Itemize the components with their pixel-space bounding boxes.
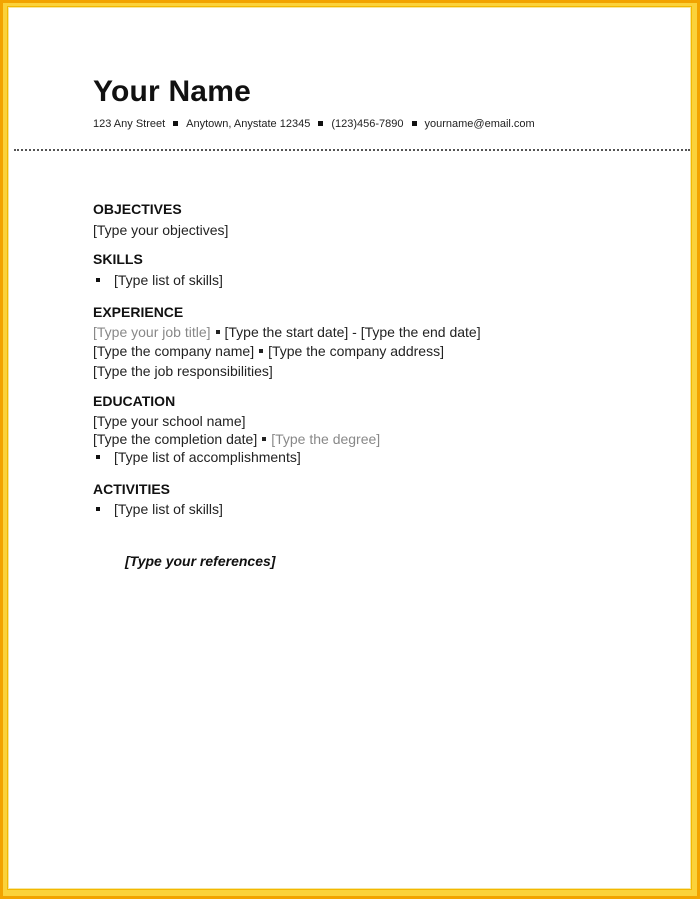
contact-email: yourname@email.com bbox=[424, 118, 535, 130]
contact-phone: (123)456-7890 bbox=[331, 118, 404, 130]
education-heading: EDUCATION bbox=[93, 393, 176, 409]
skills-heading: SKILLS bbox=[93, 251, 143, 267]
job-responsibilities[interactable]: [Type the job responsibilities] bbox=[93, 363, 273, 379]
contact-street: 123 Any Street bbox=[93, 118, 166, 130]
experience-job-line[interactable] bbox=[93, 324, 481, 340]
resume-page bbox=[8, 7, 691, 889]
accomplishments-list-item[interactable] bbox=[93, 449, 301, 465]
degree: [Type the degree] bbox=[271, 431, 381, 447]
activities-heading: ACTIVITIES bbox=[93, 481, 171, 497]
job-title: [Type your job title] bbox=[93, 324, 211, 340]
separator-square bbox=[412, 121, 417, 126]
date-dash: - bbox=[352, 324, 357, 340]
activities-item-text: [Type list of skills] bbox=[114, 501, 223, 517]
objectives-heading: OBJECTIVES bbox=[93, 201, 182, 217]
separator-square bbox=[173, 121, 178, 126]
company-name: [Type the company name] bbox=[93, 343, 255, 359]
experience-heading: EXPERIENCE bbox=[93, 304, 184, 320]
separator-square bbox=[318, 121, 323, 126]
objectives-text[interactable]: [Type your objectives] bbox=[93, 222, 229, 238]
school-name[interactable]: [Type your school name] bbox=[93, 413, 246, 429]
skills-list-item[interactable] bbox=[93, 272, 223, 288]
education-completion-line[interactable] bbox=[93, 431, 380, 447]
contact-line bbox=[93, 118, 535, 130]
separator-square bbox=[216, 330, 220, 334]
activities-list-item[interactable] bbox=[93, 501, 223, 517]
end-date: [Type the end date] bbox=[360, 324, 481, 340]
separator-square bbox=[259, 349, 263, 353]
separator-square bbox=[262, 437, 266, 441]
references-placeholder[interactable]: [Type your references] bbox=[125, 553, 276, 569]
bullet-icon bbox=[96, 278, 100, 282]
dotted-divider bbox=[14, 149, 690, 151]
resume-name: Your Name bbox=[93, 75, 251, 108]
start-date: [Type the start date] bbox=[224, 324, 349, 340]
experience-company-line[interactable] bbox=[93, 343, 444, 359]
contact-city: Anytown, Anystate 12345 bbox=[186, 118, 311, 130]
skills-item-text: [Type list of skills] bbox=[114, 272, 223, 288]
accomplishments-text: [Type list of accomplishments] bbox=[114, 449, 301, 465]
bullet-icon bbox=[96, 507, 100, 511]
bullet-icon bbox=[96, 455, 100, 459]
completion-date: [Type the completion date] bbox=[93, 431, 258, 447]
company-address: [Type the company address] bbox=[268, 343, 444, 359]
